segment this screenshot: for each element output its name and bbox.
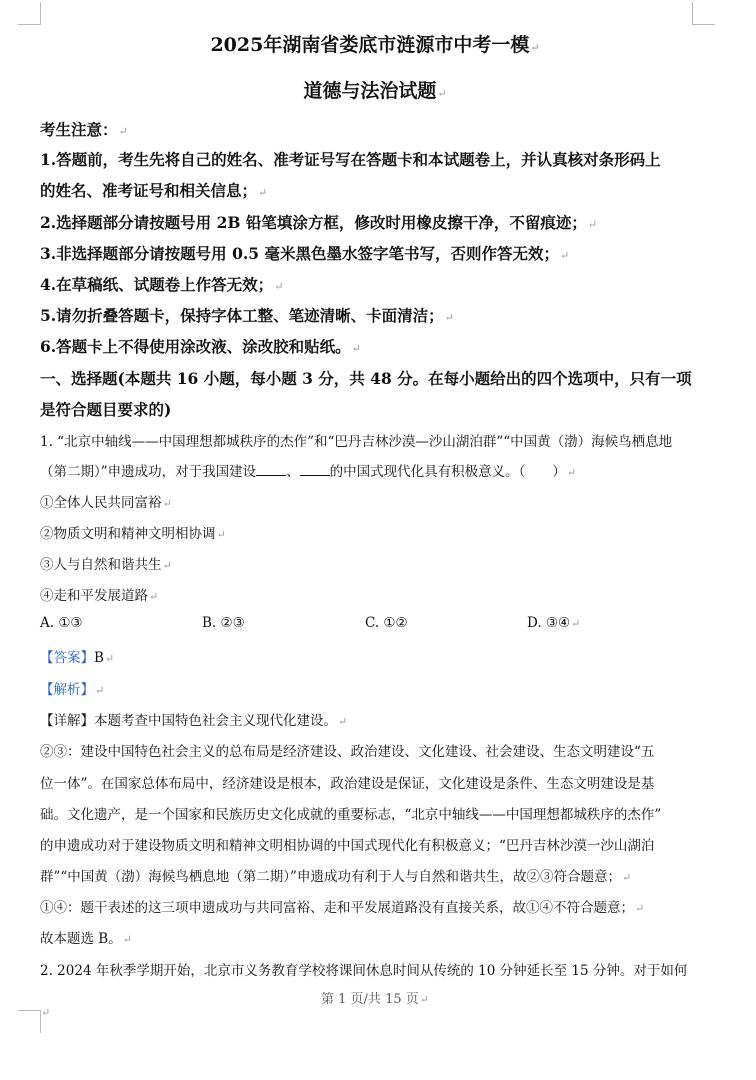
answer-blank [256,463,286,476]
notice-item: 的姓名、准考证号和相关信息；↵ [40,181,268,200]
notice-item: 6.答题卡上不得使用涂改液、涂改胶和贴纸。↵ [40,337,361,356]
paragraph-mark: ↵ [41,1006,51,1019]
crop-mark-top-right [692,2,715,25]
detail-line: 【详解】本题考查中国特色社会主义现代化建设。↵ [40,713,348,729]
option-b: B. ②③ [202,615,245,631]
answer-blank [300,463,330,476]
question-1-stem: 1. “北京中轴线——中国理想都城秩序的杰作”和“巴丹吉林沙漠—沙山湖泊群”“中国黄（渤）海候鸟栖息地 [40,434,673,450]
explanation-line: 的申遗成功对于建设物质文明和精神文明相协调的中国式现代化有积极意义；“巴丹吉林沙漠一沙山湖泊 [40,838,655,854]
option-d: D. ③④↵ [527,615,581,631]
document-title: 2025年湖南省娄底市涟源市中考一模↵ [210,34,540,56]
explanation-line: ①④：题干表述的这三项申遗成功与共同富裕、走和平发展道路没有直接关系，故①④不符合题意；↵ [40,900,645,916]
section-heading-cont: 是符合题目要求的) [40,400,172,419]
explanation-line: 位一体”。在国家总体布局中，经济建设是根本，政治建设是保证，文化建设是条件、生态文明建设是基 [40,776,655,792]
crop-mark-bottom-left [18,1010,41,1033]
statement-item: ②物质文明和精神文明相协调↵ [40,526,226,542]
notice-item: 4.在草稿纸、试题卷上作答无效；↵ [40,275,284,294]
analysis-tag: 【解析】 [40,682,94,698]
option-c: C. ①② [365,615,408,631]
notice-heading: 考生注意：↵ [40,120,128,139]
detail-tag: 【详解】 [40,713,94,729]
statement-item: ①全体人民共同富裕↵ [40,495,172,511]
answer-line: 【答案】B↵ [40,650,115,666]
option-a: A. ①③ [40,615,83,631]
answer-value: B [94,650,104,666]
question-2-stem: 2. 2024 年秋季学期开始，北京市义务教育学校将课间休息时间从传统的 10 分钟延长至 15 分钟。对于如何 [40,963,688,979]
document-subject: 道德与法治试题↵ [303,80,447,102]
analysis-line: 【解析】↵ [40,682,105,698]
explanation-line: 础。文化遗产，是一个国家和民族历史文化成就的重要标志，“北京中轴线——中国理想都城秩序的杰作” [40,807,662,823]
explanation-line: 群”“中国黄（渤）海候鸟栖息地（第二期）”申遗成功有利于人与自然和谐共生，故②③符合题意；↵ [40,869,632,885]
statement-item: ③人与自然和谐共生↵ [40,557,172,573]
section-heading: 一、选择题(本题共 16 小题，每小题 3 分，共 48 分。在每小题给出的四个选项中，只有一项 [40,369,692,388]
answer-tag: 【答案】 [40,650,94,666]
question-1-stem-cont: （第二期）”申遗成功，对于我国建设 、 的中国式现代化具有积极意义。（ ）↵ [40,464,577,480]
notice-item: 1.答题前，考生先将自己的姓名、准考证号写在答题卡和本试题卷上，并认真核对条形码上 [40,150,661,169]
notice-item: 2.选择题部分请按题号用 2B 铅笔填涂方框，修改时用橡皮擦干净，不留痕迹；↵ [40,213,598,232]
page-footer: 第 1 页/共 15 页↵ [321,992,429,1007]
crop-mark-top-left [18,2,41,25]
notice-item: 3.非选择题部分请按题号用 0.5 毫米黑色墨水签字笔书写，否则作答无效；↵ [40,244,570,263]
conclusion-line: 故本题选 B。↵ [40,931,132,947]
notice-item: 5.请勿折叠答题卡，保持字体工整、笔迹清晰、卡面清洁；↵ [40,306,454,325]
statement-item: ④走和平发展道路↵ [40,588,159,604]
explanation-line: ②③：建设中国特色社会主义的总布局是经济建设、政治建设、文化建设、社会建设、生态文明建设“五 [40,744,655,760]
